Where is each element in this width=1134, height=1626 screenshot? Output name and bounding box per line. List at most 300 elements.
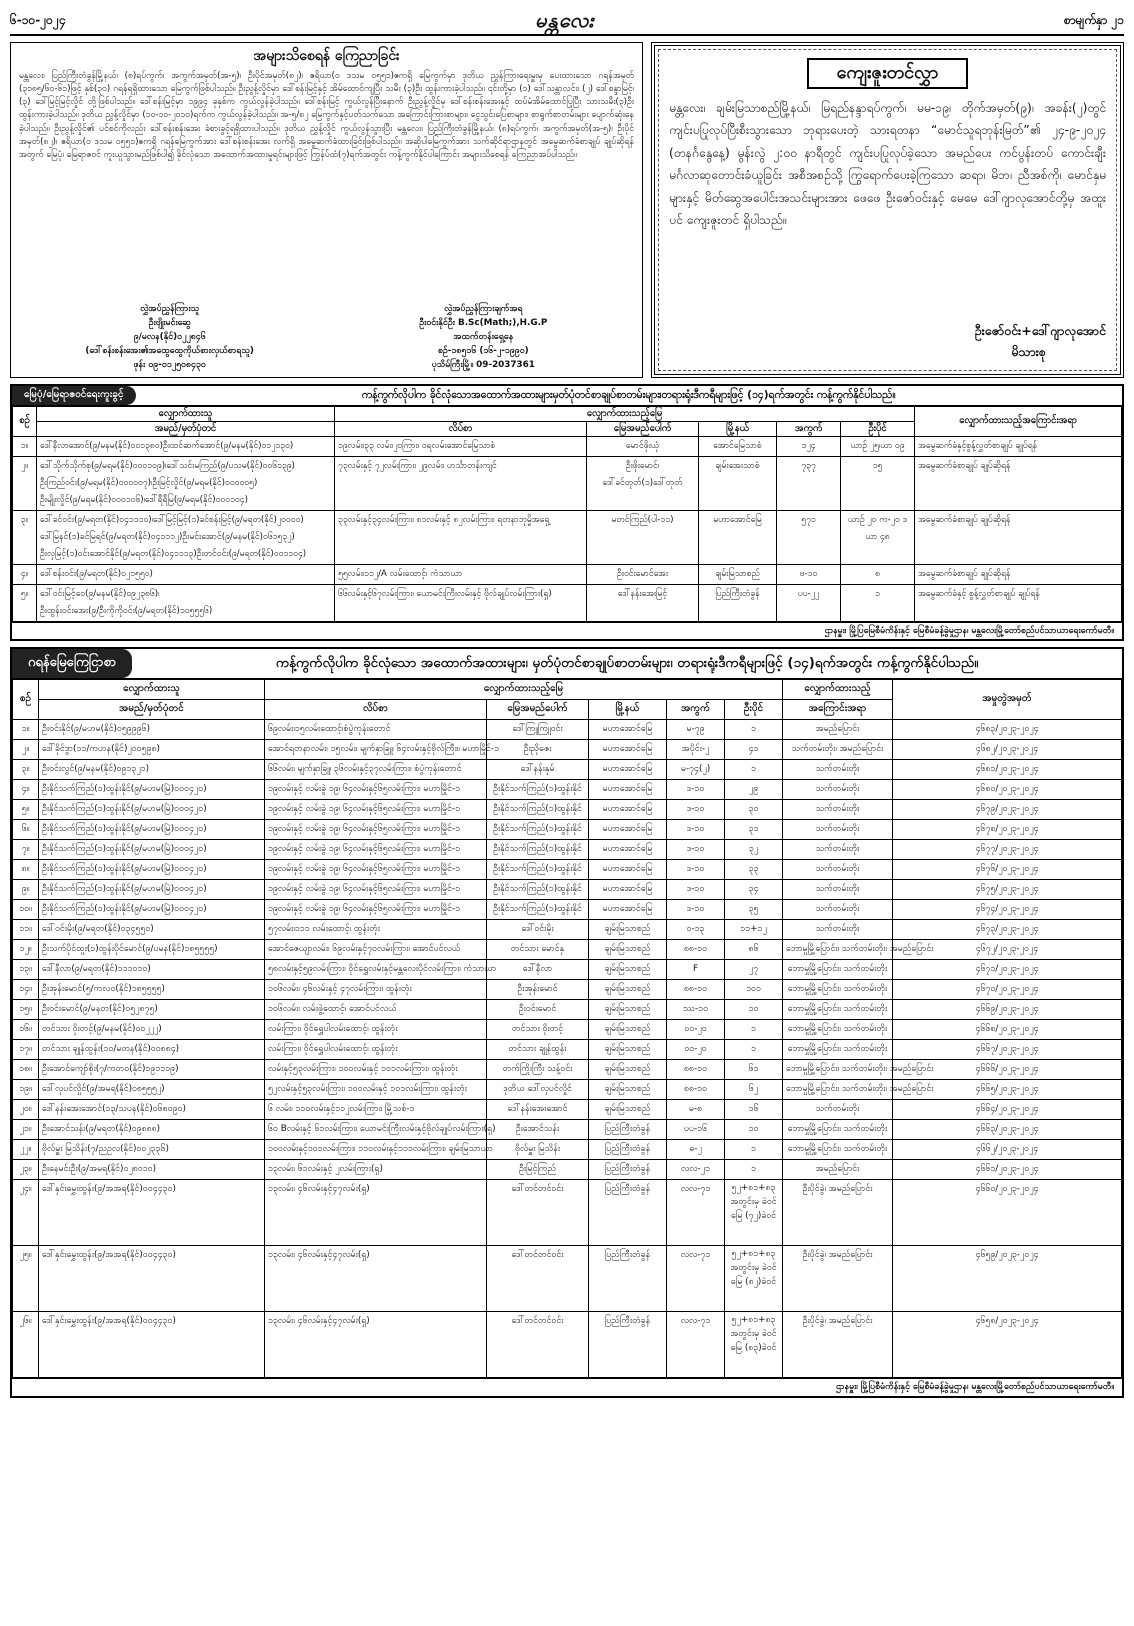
table-row [13,719,1122,739]
lot-number: ၅၂+၈၁+၈၃ အတွင်းမှ ခဲဝင်မြေ (၈၂)ခဲဝင် [725,1245,783,1311]
block-number: ၈၈-၁၀ [667,1079,725,1099]
applicant-name [37,436,335,456]
applicant-name: ဒေါ်ခိုင်ဒွာ(၁၁/ကဟန(နိုင်)၂၀၀၅၉၈) [39,739,265,759]
applicant-name [37,564,335,584]
notice-title: အများသိစေရန် ကြေညာခြင်း [253,48,400,64]
cell-line: အောင်မြေသာစံ [713,440,762,451]
application-reason: အမည်ပြောင်း [783,1159,893,1179]
land-address [335,456,587,510]
row-number: ၂၅။ [13,1245,39,1311]
cell-line: ဒေါ်စန်းဝင်း(၉/မရတ(နိုင်)၀၂၁၅၅၀) [40,568,153,579]
lot-number: ၃၀ [725,799,783,819]
block-number [777,456,841,510]
land-owner: ဒေါ်တင်တင်ဝင်း [487,1245,589,1311]
applicant-name: ဒေါ်ဝင်းမိုး(၉/မရတ(နိုင်)၀၃၄၅၅၀) [39,919,265,939]
cell-line: ဒေါ်နန်းအေးမြင့် [617,588,668,599]
col-ref: အမှုတွဲအမှတ် [893,679,1122,719]
land-owner: ဦးနိုင်သက်ကြည်(၁)ထွန်းနိုင် [487,859,589,879]
land-owner: ဗိုလ်မှူး မြသိန်း [487,1139,589,1159]
col-address: လိပ်စာ [335,421,587,436]
applicant-name: ဦးနိုင်သက်ကြည်(၁)ထွန်းနိုင်(၉/မဟမ(မြဲ)၀၀၀၄၂၀) [39,799,265,819]
case-number: ၄၆၈၃/၂၀၂၃-၂၀၂၄ [893,719,1122,739]
application-reason: သက်တမ်းတိုး [783,899,893,919]
cell-line: ၃၃လမ်းနှင့်၃၄လမ်းကြား၊ ၈၁လမ်းနှင့် ၈၂လမ်းကြား၊ ရတနာဘုမ္မိအရှေ့ [338,514,550,525]
table-row [13,979,1122,999]
block-number: မ-၇၉ [667,719,725,739]
land-address [335,510,587,564]
lot-number: ၅၂+၈၁+၈၃ အတွင်းမှ ခဲဝင်မြေ (၇၂)ခဲဝင် [725,1179,783,1245]
application-reason: သက်တမ်းတိုး [783,759,893,779]
col-land: လျှောက်ထားသည့်မြေ [335,406,915,421]
row-number: ၇။ [13,839,39,859]
case-number: ၄၆၈၀/၂၀၂၃-၂၀၂၄ [893,779,1122,799]
application-reason: သက်တမ်းတိုး၊ အမည်ပြောင်း [783,739,893,759]
application-reason: သက်တမ်းတိုး [783,859,893,879]
cell-line: ဦးထွန်းဝင်းအေး(၉/ဦးကိုကိုဝင်း(၉/မရတ(နိုင်)၁၀၅၅၅၆) [40,605,213,616]
township: မဟာအောင်မြေ [589,719,667,739]
col-reason: လျှောက်ထားသည့် [783,679,893,699]
grant-land-section [10,647,1124,1397]
application-reason: သက်တမ်းတိုး [783,819,893,839]
block-number: မ-၈ [667,1099,725,1119]
row-number: ၁၅။ [13,999,39,1019]
lot-number [841,436,915,456]
notice-signatures [19,302,634,372]
block-number [777,510,841,564]
land-owner: တင်သား ဝိုးတင့် [487,1019,589,1039]
case-number: ၄၆၆၈/၂၀၂၃-၂၀၂၄ [893,1019,1122,1039]
applicant-name: ဒေါ်နှင်းမွှေးထွန်း(၉/အအရ(နိုင်)၀၀၄၄၃၀) [39,1311,265,1377]
cell-line: ပပ-၂၂ [797,588,820,599]
cell-line: ယာဉ် ၂၅၊ယာ ၀၉ [850,440,905,451]
lot-number [841,584,915,621]
land-address: ၁၉လမ်းနှင့် လမ်းခွဲ ၁၉၊ ၆၄လမ်းနှင့်၆၅လမ်းကြား၊ မဟာမြိုင်-၁ [265,899,487,919]
lot-number [841,456,915,510]
case-number: ၄၆၇၃/၂၀၂၃-၂၀၂၄ [893,919,1122,939]
lot-number: ၂၉ [725,779,783,799]
table-row [13,584,1122,621]
block-number [777,584,841,621]
cell-line: ဦးကြည်ဝင်း(၉/မရမ(နိုင်)၀၀၀၀၀၇)၊ဦးမြင့်လှိုင်(၉/မရမ(နိုင်)၀၀၀၀၀၅) [40,477,258,488]
land-address: ၁၉လမ်းနှင့် လမ်းခွဲ ၁၉၊ ၆၄လမ်းနှင့်၆၅လမ်းကြား၊ မဟာမြိုင်-၁ [265,799,487,819]
row-number: ၁။ [13,719,39,739]
application-reason [915,584,1122,621]
lot-number: ၃၅ [725,899,783,919]
township [699,456,777,510]
cell-line: ၇၃လမ်းနှင့် ၇၂လမ်းကြား၊ ၂၉လမ်း၊ ဟင်္သာတန်းကျင် [338,460,497,471]
table-row [13,510,1122,564]
grant-land-table [12,679,1122,1378]
applicant-name: ဦးဝင်းနိုင်(၉/မဟမ(နိုင်)၀၅၉၉၉၆) [39,719,265,739]
application-reason: အမည်ပြောင်း [783,719,893,739]
block-number: အပိုင်း-၂ [667,739,725,759]
application-reason: ဘောမှုမြို့ပြောင်း၊ သက်တမ်းတိုး [783,1039,893,1059]
block-number: လလ-၇၁ [667,1245,725,1311]
lot-number: ၁ [725,759,783,779]
land-address: အောင်ဇေယျာလမ်း၊ ၆၉လမ်းနှင့်၇၀လမ်းကြား၊ အောင်ပင်လယ် [265,939,487,959]
land-owner: ဦးနိုင်သက်ကြည်(၁)ထွန်းနိုင် [487,779,589,799]
top-notices [10,42,1124,378]
case-number: ၄၆၆၇/၂၀၂၃-၂၀၂၄ [893,1039,1122,1059]
applicant-name [37,510,335,564]
row-number: ၂၂။ [13,1139,39,1159]
case-number: ၄၆၆၉/၂၀၂၃-၂၀၂၄ [893,999,1122,1019]
table-row [13,819,1122,839]
case-number: ၄၆၇၉/၂၀၂၃-၂၀၂၄ [893,799,1122,819]
thanks-family: မိသားစု [1011,343,1046,359]
application-reason: သက်တမ်းတိုး [783,839,893,859]
land-owner: တင်သား ချုန်ထွန်း [487,1039,589,1059]
table-row [13,1079,1122,1099]
township: မဟာအောင်မြေ [589,779,667,799]
land-owner: ဒုတိယ ဒေါ်လှပင်လှိုင် [487,1079,589,1099]
cell-line: ဦးဖိုးမောင်၊ [625,460,660,471]
cell-line: ချမ်းမြသာစည် [715,568,760,579]
land-address: ၁၉လမ်းနှင့် လမ်းခွဲ ၁၉၊ ၆၄လမ်းနှင့်၆၅လမ်းကြား၊ မဟာမြိုင်-၁ [265,859,487,879]
cell-line: အမွေဆက်ခံစာချုပ် ချုပ်ဆိုရန် [918,568,1011,579]
case-number: ၄၆၅၉/၂၀၂၃-၂၀၂၄ [893,1245,1122,1311]
applicant-name: ဦးနိုင်သက်ကြည်(၁)ထွန်းနိုင်(၉/မဟမ(မြဲ)၀၀၀၄၂၀) [39,859,265,879]
township [699,510,777,564]
lot-number: ၂၇ [725,959,783,979]
land-address: လမ်းကြား၊ ဝိုင်ရွှေပါလမ်းထောင့်၊ ထွန်းတုံး [265,1019,487,1039]
block-number: ၀၀-၂၀ [667,1019,725,1039]
land-address: ၁၃လမ်း၊ ၆၁လမ်းနှင့် ၂လမ်းကြား(ရှ) [265,1159,487,1179]
land-address: ၅၂လမ်းနှင့်၅၃လမ်းကြား၊ ၁၀၀လမ်းနှင့် ၁၀၁လမ်းကြား၊ ထွန်းတုံး [265,1079,487,1099]
case-number: ၄၆၆၅/၂၀၂၃-၂၀၂၄ [893,1079,1122,1099]
application-reason [915,456,1122,510]
cell-line: ဒေါ်ဝင်းမြင့်ဝေ(၉/မနမ(နိုင်)၀၉၂၃၈၆)၊ [40,588,160,599]
lot-number: ၈၆ [725,939,783,959]
col-reason-sub: အကြောင်းအရာ [783,699,893,719]
township: မဟာအောင်မြေ [589,799,667,819]
cell-line: ၁ [875,588,880,599]
land-address: ၁၃လမ်း၊ ၄၆လမ်းနှင့်၄၇လမ်း(ရှ) [265,1245,487,1311]
land-address: ၅၈လမ်းနှင့်၅၉လမ်းကြား၊ ဝိုင်ရွှေလမ်းနှင့်မန္တလေးပိုင်လမ်းကြား၊ ကံသာယာ [265,959,487,979]
lot-number [841,510,915,564]
township: ချမ်းမြသာစည် [589,939,667,959]
application-reason: သက်တမ်းတိုး [783,799,893,819]
applicant-name: ဒေါ်နီလာ(၉/မရတ(နိုင်)၁၁၁၀၁၀) [39,959,265,979]
col-lot: ဦးပိုင် [841,421,915,436]
block-number: ဒ-၁၀ [667,859,725,879]
case-number: ၄၆၆၁/၂၀၂၃-၂၀၂၄ [893,1159,1122,1179]
land-address: ၆၉လမ်း၊၁၅လမ်းထောင့်၊စံပွဲကုန်းတောင် [265,719,487,739]
table-row [13,999,1122,1019]
case-number: ၄၆၇၂/၂၀၂၃-၂၀၂၄ [893,939,1122,959]
col-land: လျှောက်ထားသည့်မြေ [265,679,783,699]
applicant-name: ဦးအုန်းမောင်(၅/ကလဝ(နိုင်)၁၈၅၅၅၅) [39,979,265,999]
sig-line: လွှဲအပ်ညွှန်ကြားသူ [140,303,200,314]
cell-line: ဗ-၁၀ [799,568,818,579]
land-owner: ဦးအုန်းမောင် [487,979,589,999]
cell-line: ဒေါ်သိုက်သိုက်စု(၉/မရမ(နိုင်)၀၀၀၁၀၉)၊ဒေါ်သင်းမကြည်(၉/ပသမ(နိုင်)၀၀၆၁၃၉) [40,460,295,471]
sig-line: အထက်တန်းရှေ့နေ [453,331,514,342]
land-address: အောင်ရတနာလမ်း၊ ၁၅လမ်း၊ မျက်နှာခြူ၊ ၆၄လမ်းနှင့်ဗိုလ်ကြီး။ မဟာမြိုင်-၁ [265,739,487,759]
cell-line: အမွေဆက်ခံစာချုပ် ချုပ်ဆိုရန် [918,460,1011,471]
lot-number: ၁၀ [725,1119,783,1139]
col-applicant: လျှောက်ထားသူ [37,406,335,421]
col-name: အမည်/မှတ်ပုံတင် [37,421,335,436]
lot-number: ၁၀၁ [725,979,783,999]
row-number: ၅။ [13,799,39,819]
row-number: ၁၆။ [13,1019,39,1039]
section-headline: ကန့်ကွက်လိုပါက ခိုင်လုံသောအထောက်အထားများမှတ်ပုံတင်စာချုပ်စာတမ်းများ၊တရားရုံးဒီကရီများဖြင့် (၁၄)ရက်အတွင်း ကန့်ကွက်နိုင်ပါသည်။ [361,388,896,401]
cell-line: ၆၆လမ်းနှင့်၆၇လမ်းကြား၊ ယောမင်းကြီးလမ်းနှင့် ဗိုလ်ချုပ်လမ်းကြား(ရှ) [338,588,552,599]
application-reason: ဘောမှုမြို့ပြောင်း၊ သက်တမ်းတိုး၊ အမည်ပြောင်း [783,1079,893,1099]
township: ချမ်းမြသာစည် [589,1059,667,1079]
cell-line: မောင်ဖိုးယုံ [625,440,660,451]
row-number: ၁၁။ [13,919,39,939]
township: ပြည်ကြီးတံခွန် [589,1245,667,1311]
lot-number: ၃၂ [725,839,783,859]
row-number: ၂၀။ [13,1099,39,1119]
row-number: ၁၂။ [13,939,39,959]
case-number: ၄၆၆၄/၂၀၂၃-၂၀၂၄ [893,1099,1122,1119]
block-number: ဝ-၁၃ [667,919,725,939]
table-row [13,1159,1122,1179]
row-number: ၂၃။ [13,1159,39,1179]
land-owner: ဦးနိုင်သက်ကြည်(၁)ထွန်းနိုင် [487,839,589,859]
sig-line: ၉/မလန(နိုင်)၀၂၂၈၄၆ [133,331,206,342]
township: ချမ်းမြသာစည် [589,959,667,979]
applicant-name: ဦးနိုင်သက်ကြည်(၁)ထွန်းနိုင်(၉/မဟမ(မြဲ)၀၀၀၄၂၀) [39,839,265,859]
land-owner [587,436,699,456]
land-owner [587,584,699,621]
land-owner [587,456,699,510]
col-owner: မြေအမည်ပေါက် [587,421,699,436]
block-number [777,436,841,456]
notice-left-signature [19,302,320,372]
case-number: ၄၆၇၇/၂၀၂၃-၂၀၂၄ [893,839,1122,859]
land-owner [587,510,699,564]
case-number: ၄၆၇၀/၂၀၂၃-၂၀၂၄ [893,979,1122,999]
cell-line: ဒေါ်နီလာအောင်(၉/မနမ(နိုင်)၀၀၁၃၈၀)ဦးထင်ဆက်အောင်(၉/မနမ(နိုင်)၀၁၂၁၃၀) [40,440,294,451]
table-row [13,564,1122,584]
sig-line: (ဒေါ်စန်းစန်းအေး၏အထွေထွေကိုယ်စားလှယ်စာရသူ) [85,345,254,356]
block-number: ၈၈-၁၀ [667,939,725,959]
table-row [13,899,1122,919]
table-row [13,1139,1122,1159]
land-address [335,436,587,456]
table-row [13,1059,1122,1079]
cell-line: အမွေဆက်ခံစာချုပ် ချုပ်ဆိုရန် [918,514,1011,525]
township: မဟာအောင်မြေ [589,899,667,919]
land-address: ၁၀၀လမ်းနှင့်၁၀၁လမ်းကြား၊ ၁၁ဝလမ်းနှင့်၁၁၁လမ်းကြား၊ ချမ်းမြသာယာ [265,1139,487,1159]
cell-line: ဦးလှမြင့်(၁)ဝင်းအောင်နိုင်(၉/မရတ(နိုင်)၀၄၁၁၁၃)ဦးတင်ဝင်း(၉/မရတ(နိုင်)၀၀၁၁၀၄) [40,548,307,559]
lot-number: ၄၁ [725,739,783,759]
land-owner: ဒေါ်နီလာ [487,959,589,979]
table-row [13,879,1122,899]
township: မဟာအောင်မြေ [589,819,667,839]
section-footer: ဌာနမှူး၊ မြို့ပြစီမံကိန်းနှင့် မြေစီမံခန့်ခွဲမှုဌာန၊ မန္တလေးမြို့တော်စည်ပင်သာယာရေးကော်မတီ။ [12,1378,1122,1396]
sig-line: လွှဲအပ်ညွှန်ကြားချက်အရ [444,303,523,314]
block-number: ၈၈-၁၀ [667,979,725,999]
block-number: လလ-၇၁ [667,1179,725,1245]
sig-line: ဖုန်း ၀၉-၀၁၂၅၀၈၄၃၀ [133,359,206,370]
table-row [13,799,1122,819]
application-reason: သက်တမ်းတိုး [783,779,893,799]
map-copy-section [10,384,1124,641]
row-number: ၆။ [13,819,39,839]
applicant-name: ဦးနိုင်သက်ကြည်(၁)ထွန်းနိုင်(၉/မဟမ(မြဲ)၀၀၀၄၂၀) [39,879,265,899]
page-number: စာမျက်နှာ ၂၁ [1063,12,1124,27]
land-owner: ဦးနိုင်သက်ကြည်(၁)ထွန်းနိုင် [487,819,589,839]
land-address [335,584,587,621]
land-owner: ဦးနိုင်သက်ကြည်(၁)ထွန်းနိုင် [487,879,589,899]
land-address [335,564,587,584]
land-address: ၁၀၆လမ်း၊ ၄၆လမ်းနှင့် ၄၇လမ်းကြား၊ ထွန်းတုံး [265,979,487,999]
public-notice [10,42,643,378]
township: ချမ်းမြသာစည် [589,1099,667,1119]
block-number: ၈၈-၁၀ [667,1059,725,1079]
land-address: ၁၃လမ်း၊ ၄၆လမ်းနှင့်၄၇လမ်း(ရှ) [265,1179,487,1245]
application-reason: ဦးပိုင်ခွဲ၊ အမည်ပြောင်း [783,1245,893,1311]
block-number: ဒ-၁၀ [667,879,725,899]
col-reason: လျှောက်ထားသည့်အကြောင်းအရာ [915,406,1122,436]
row-number: ၈။ [13,859,39,879]
cell-line: ၁၅ [872,460,883,471]
township: ပြည်ကြီးတံခွန် [589,1179,667,1245]
block-number: ဒ-၁၀ [667,779,725,799]
land-address: လမ်းကြား၊ ဝိုင်ရွှေပါလမ်းထောင့်၊ ထွန်းတုံး [265,1039,487,1059]
row-number: ၄။ [13,564,37,584]
section-headline: ကန့်ကွက်လိုပါက ခိုင်လုံသော အထောက်အထားများ၊ မှတ်ပုံတင်စာချုပ်စာတမ်းများ၊ တရားရုံးဒီကရီများဖြင့် (၁၄)ရက်အတွင်း ကန့်ကွက်နိုင်ပါသည်။ [275,655,979,672]
notice-right-signature [333,302,634,372]
row-number: ၁၃။ [13,959,39,979]
cell-line: မတင်ကြည်(ပါ-၁၁) [611,514,674,525]
land-address: ၁၉လမ်းနှင့် လမ်းခွဲ ၁၉၊ ၆၄လမ်းနှင့်၆၅လမ်းကြား၊ မဟာမြိုင်-၁ [265,839,487,859]
block-number: ဓ-၂ [667,1139,725,1159]
land-owner: ဦးမြင့်ကြည် [487,1159,589,1179]
land-address: ၁၀၆လမ်း၊ လမ်းဖွဲ့ထောင့်၊ အောင်ပင်လယ် [265,999,487,1019]
land-owner: တင်သား မောင်နှ [487,939,589,959]
lot-number: ၁ [725,1139,783,1159]
table-row [13,739,1122,759]
land-owner: ဒေါ်နန်းနုမ် [487,759,589,779]
applicant-name: ဒေါ်နှင်းမွှေးထွန်း(၉/အအရ(နိုင်)၀၀၄၄၃၀) [39,1179,265,1245]
application-reason: ဘောမှုမြို့ပြောင်း၊ သက်တမ်းတိုး [783,1019,893,1039]
table-row [13,1179,1122,1245]
section-tag: ဂရန်မြေကြေငြာစာ [12,649,132,677]
issue-date: ၆-၁၀-၂၀၂၄ [10,12,66,27]
land-owner: ဦးနိုင်သက်ကြည်(၁)ထွန်းနိုင် [487,899,589,919]
table-row [13,839,1122,859]
sig-line: စဉ်-၁၈၅၁၆ (၁၆-၂-၁၉၉၀) [437,345,529,356]
application-reason: သက်တမ်းတိုး [783,1099,893,1119]
township: ချမ်းမြသာစည် [589,999,667,1019]
land-owner: ဒေါ်တင်တင်ဝင်း [487,1311,589,1377]
application-reason: သက်တမ်းတိုး [783,879,893,899]
township: မဟာအောင်မြေ [589,839,667,859]
table-row [13,779,1122,799]
row-number: ၂။ [13,456,37,510]
row-number: ၁။ [13,436,37,456]
case-number: ၄၆၆၃/၂၀၂၃-၂၀၂၄ [893,1119,1122,1139]
col-address: လိပ်စာ [265,699,487,719]
township [699,436,777,456]
table-row [13,1039,1122,1059]
land-address: ၁၉လမ်းနှင့် လမ်းခွဲ ၁၉၊ ၆၄လမ်းနှင့်၆၅လမ်းကြား၊ မဟာမြိုင်-၁ [265,819,487,839]
applicant-name: ဦးသက်ပိုင်ထူး(၁)ထွန်းပိုင်မောင်(၉/ပမန(နိုင်)၁၈၅၅၅၅) [39,939,265,959]
block-number: F [667,959,725,979]
row-number: ၁၇။ [13,1039,39,1059]
block-number: မ-၇၄(၂) [667,759,725,779]
application-reason: ဦးပိုင်ခွဲ၊ အမည်ပြောင်း [783,1311,893,1377]
application-reason: ဦးပိုင်ခွဲ၊ အမည်ပြောင်း [783,1179,893,1245]
section-tag: မြေပုံ/မြေရာဇဝင်ရေးကူးခွင့် [12,386,136,405]
lot-number: ၃၃ [725,859,783,879]
table-row [13,959,1122,979]
cell-line: ဦးဝင်းမောင်အေး [617,568,668,579]
land-owner: တက်ကြိုးကြီး သန့်ဝင်း [487,1059,589,1079]
application-reason: ဘောမှုမြို့ပြောင်း၊ သက်တမ်းတိုး [783,959,893,979]
cell-line: ဦးမျိုးလှိုင်(၉/မရမ(နိုင်)၀၀၀၁၀၆)၊ဒေါ်ရီရီမြ(၉/မရမ(နိုင်)၀၀၀၁၀၄) [40,494,248,505]
applicant-name: ဦးဝင်းလွင်(၉/မနမ(နိုင်)၀၉၁၃၂၁) [39,759,265,779]
row-number: ၂၁။ [13,1119,39,1139]
case-number: ၄၆၇၅/၂၀၂၃-၂၀၂၄ [893,879,1122,899]
col-block: အကွက် [667,699,725,719]
block-number: ပပ-၁၆ [667,1119,725,1139]
col-name: အမည်/မှတ်ပုံတင် [39,699,265,719]
masthead [10,6,1124,36]
township: မဟာအောင်မြေ [589,879,667,899]
lot-number: ၁ [725,1159,783,1179]
land-address: လမ်းနှင့်၅၃လမ်းကြား၊ ၁၀၀လမ်းနှင့် ၁၀၁လမ်းကြား၊ ထွန်းတုံး [265,1059,487,1079]
lot-number: ၁၁+၁၂ [725,919,783,939]
applicant-name: ဒေါ်နန်းအေးအောင်(၁၃/သပန(နိုင်)၀၆၈၀၉၀) [39,1099,265,1119]
sig-line: ပုသိမ်ကြီးမြို့။ 09-2037361 [431,359,535,370]
cell-line: ဒေါ်မြနင်(၁)ခင်မြရင်(၉/မရတ(နိုင်)၀၄၁၁၁၂)ဦးမင်းအောင်(၉/မနမ(နိုင်)၀၆၁၅၃၂) [40,531,295,542]
applicant-name: ဦးအောင်ကျော်စိုး(၇/ကတဝ(နိုင်)၁၉၁၁၁၉) [39,1059,265,1079]
township: ချမ်းမြသာစည် [589,1019,667,1039]
application-reason: ဘောမှုမြို့ပြောင်း၊ သက်တမ်းတိုး [783,1119,893,1139]
township: ပြည်ကြီးတံခွန် [589,1159,667,1179]
lot-number: ၁ [725,1039,783,1059]
row-number: ၂။ [13,739,39,759]
lot-number: ၁ [725,1019,783,1039]
lot-number: ၆၂ [725,1079,783,1099]
land-owner: ဒေါ်ကြူကြူဝင်း [487,719,589,739]
application-reason [915,564,1122,584]
table-row [13,1245,1122,1311]
block-number: ဒ-၁၀ [667,899,725,919]
thank-you-frame [658,49,1117,371]
cell-line: ၁၉လမ်း၊၃၃ လမ်း၊၂၀ကြား၊ ဝရလမ်းအောင်မြေသာစံ [338,440,496,451]
application-reason: ဘောမှုမြို့ပြောင်း၊ သက်တမ်းတိုး [783,1139,893,1159]
applicant-name: ဗိုလ်မှူး မြသိန်း(၇/ညဥလ(နိုင်)၀၀၂၃၃၆) [39,1139,265,1159]
case-number: ၄၆၇၄/၂၀၂၃-၂၀၂၄ [893,899,1122,919]
row-number: ၂၄။ [13,1179,39,1245]
township [699,564,777,584]
township: မဟာအောင်မြေ [589,759,667,779]
lot-number: ၅၂+၈၁+၈၃ အတွင်းမှ ခဲဝင်မြေ (၈၃)ခဲဝင် [725,1311,783,1377]
land-address: ၁၉လမ်းနှင့် လမ်းခွဲ ၁၉၊ ၆၄လမ်းနှင့်၆၅လမ်းကြား၊ မဟာမြိုင်-၁ [265,779,487,799]
township: မဟာအောင်မြေ [589,859,667,879]
land-address: ၆၆လမ်း၊ မျက်နှာခြူ၊ ၃၆လမ်းနှင့်၃၇လမ်းကြား၊ စံပွဲကုန်းတောင် [265,759,487,779]
case-number: ၄၆၇၈/၂၀၂၃-၂၀၂၄ [893,819,1122,839]
applicant-name: ဦးနိုင်သက်ကြည်(၁)ထွန်းနိုင်(၉/မဟမ(မြဲ)၀၀၀၄၂၀) [39,779,265,799]
section-header [12,386,1122,406]
thank-you-title: ကျေးဇူးတင်လွှာ [807,58,969,89]
applicant-name: ဦးဝင်းမောင်(၉/မနတ(နိုင်)၀၅၂၈၇၅) [39,999,265,1019]
land-address: ၆ လမ်း၊ ၁၁၀လမ်းနှင့်၁၁၂လမ်းကြား၊ မြို့သစ်-၁ [265,1099,487,1119]
land-owner: ဒေါ်တင်တင်ဝင်း [487,1179,589,1245]
block-number: ဒ-၁၀ [667,819,725,839]
land-address: ၆၀ Bလမ်းနှင့် ၆၁လမ်းကြား၊ ယောမင်းကြီးလမ်းနှင့်ဗိုလ်ချုပ်လမ်းကြား(ရှ) [265,1119,487,1139]
row-number: ၉။ [13,879,39,899]
land-address: ၅၇လမ်း၊၁၁၁ လမ်းထောင့်၊ ထွန်းတုံး [265,919,487,939]
